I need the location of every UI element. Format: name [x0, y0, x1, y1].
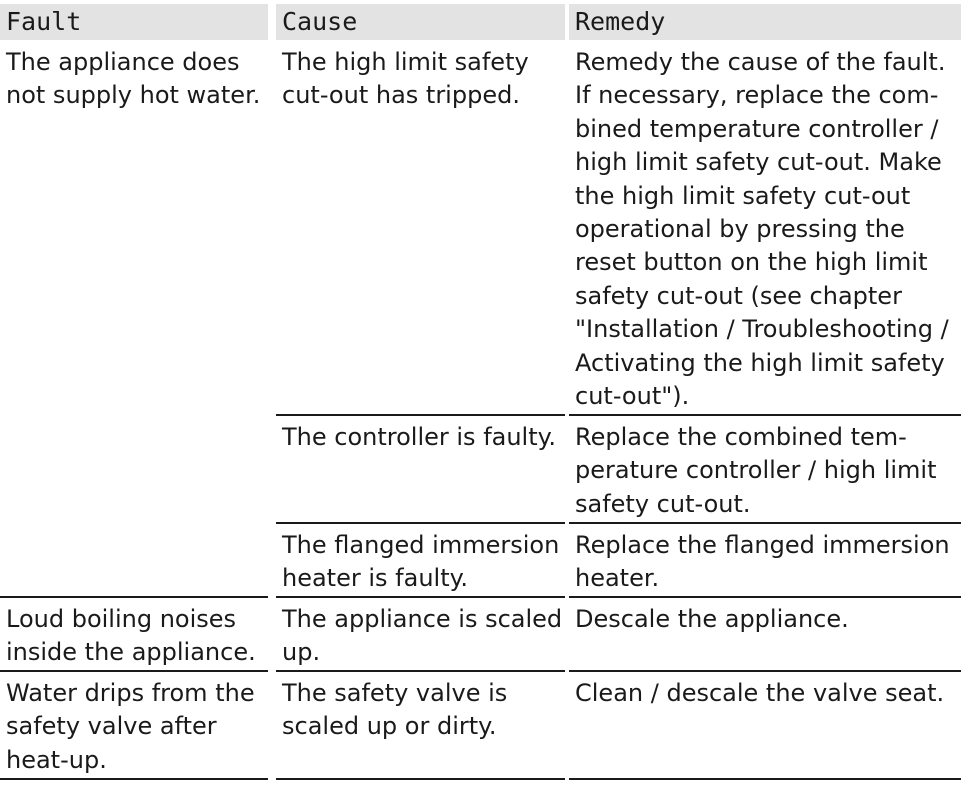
row-4-remedy-divider: [569, 670, 961, 672]
row-4-fault: Loud boiling noises inside the appliance.: [6, 605, 256, 667]
row-5-remedy-divider: [569, 778, 961, 780]
row-2-cause-divider: [276, 522, 565, 524]
row-1-fault: The appliance does not supply hot water.: [6, 48, 261, 110]
row-3-cause-divider: [276, 596, 565, 598]
row-1-remedy: Remedy the cause of the fault. If necessary, replace the com- bined temperature controller / high limit safety cut-out. Make the high limit safety cut-out operational by pressing the reset button on the high limit safety cut-out (see chapter "Installation / Troubleshooting / Activating the high limit safety cut-out").: [575, 48, 949, 411]
row-5-fault: Water drips from the safety valve after heat-up.: [6, 679, 255, 774]
row-5-fault-divider: [0, 778, 268, 780]
row-3-fault-divider: [0, 596, 268, 598]
header-cause: Cause: [276, 4, 565, 40]
header-fault: Fault: [0, 4, 268, 40]
row-4-cause-divider: [276, 670, 565, 672]
row-1-cause: The high limit safety cut-out has tripped.: [282, 48, 529, 110]
row-2-remedy: Replace the combined tem- perature controller / high limit safety cut-out.: [575, 423, 937, 518]
row-5-cause-divider: [276, 778, 565, 780]
row-2-cause: The controller is faulty.: [282, 423, 557, 451]
row-3-cause: The flanged immersion heater is faulty.: [282, 531, 560, 593]
row-4-cause: The appliance is scaled up.: [282, 605, 563, 667]
row-2-remedy-divider: [569, 522, 961, 524]
row-3-remedy-divider: [569, 596, 961, 598]
row-5-cause: The safety valve is scaled up or dirty.: [282, 679, 508, 741]
row-4-fault-divider: [0, 670, 268, 672]
row-4-remedy: Descale the appliance.: [575, 605, 849, 633]
row-5-remedy: Clean / descale the valve seat.: [575, 679, 945, 707]
row-3-remedy: Replace the flanged immersion heater.: [575, 531, 950, 593]
row-1-cause-divider: [276, 414, 565, 416]
row-1-remedy-divider: [569, 414, 961, 416]
header-remedy: Remedy: [569, 4, 961, 40]
